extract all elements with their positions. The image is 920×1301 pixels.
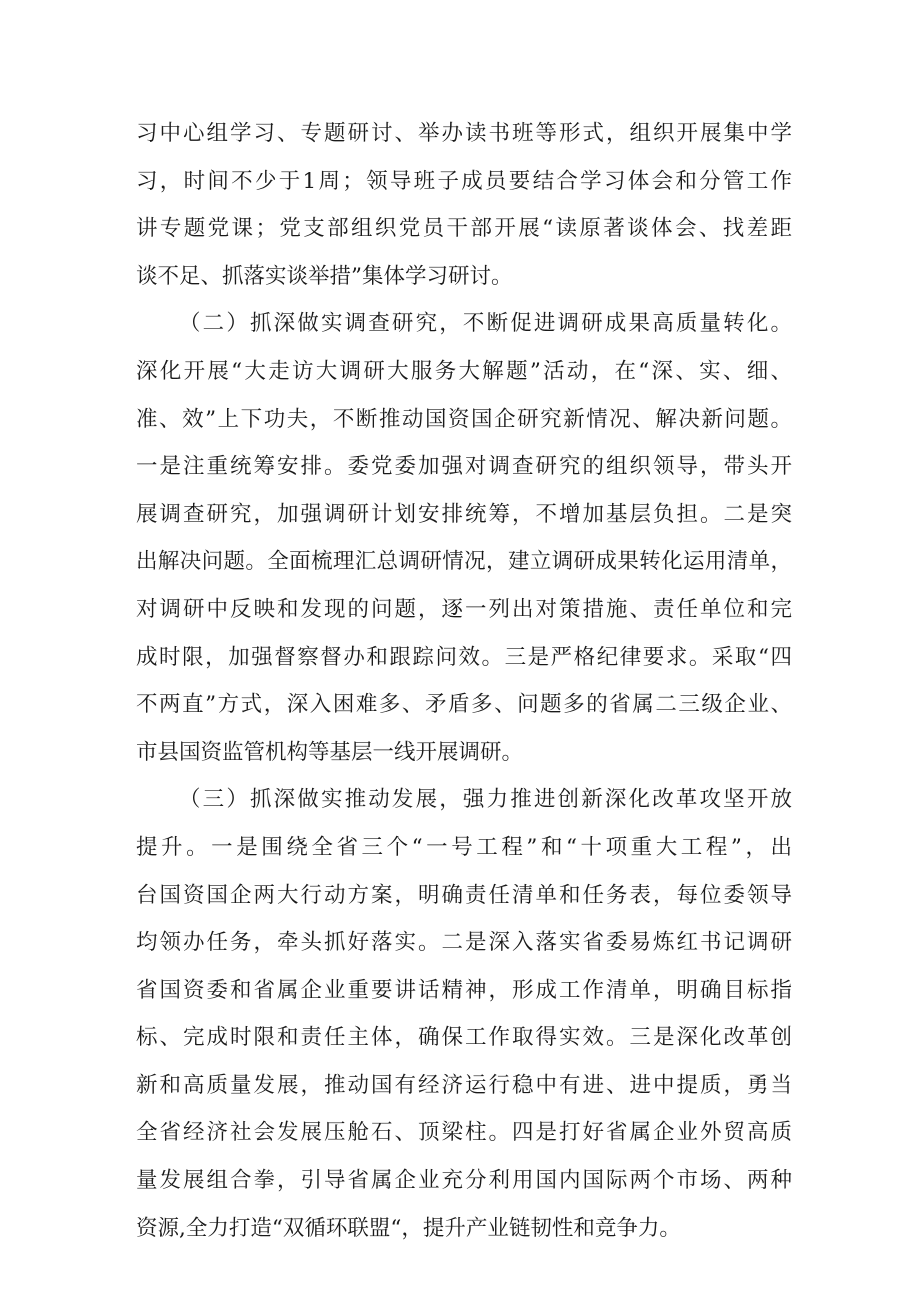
- text-line: 不两直”方式，深入困难多、矛盾多、问题多的省属二三级企业、: [136, 692, 792, 718]
- text-line: 展调查研究，加强调研计划安排统筹，不增加基层负担。二是突: [136, 501, 792, 527]
- text-line: 讲专题党课；党支部组织党员干部开展“读原著谈体会、找差距: [136, 216, 792, 242]
- text-line: 谈不足、抓落实谈举措”集体学习研讨。: [136, 263, 513, 289]
- text-line: 均领办任务，牵头抓好落实。二是深入落实省委易炼红书记调研: [136, 930, 792, 956]
- text-line: 省国资委和省属企业重要讲话精神，形成工作清单，明确目标指: [136, 977, 792, 1003]
- text-line: 全省经济社会发展压舱石、顶梁柱。四是打好省属企业外贸高质: [136, 1120, 792, 1146]
- text-line: 成时限，加强督察督办和跟踪问效。三是严格纪律要求。采取“四: [136, 644, 792, 670]
- body-text: [136, 110, 792, 1252]
- text-line: 习，时间不少于1周；领导班子成员要结合学习体会和分管工作: [136, 168, 792, 194]
- text-line: 标、完成时限和责任主体，确保工作取得实效。三是深化改革创: [136, 1025, 792, 1051]
- text-line: 习中心组学习、专题研讨、举办读书班等形式，组织开展集中学: [136, 121, 792, 146]
- text-line: 对调研中反映和发现的问题，逐一列出对策措施、责任单位和完: [136, 596, 792, 622]
- text-line: 提升。一是围绕全省三个“一号工程”和“十项重大工程”，出: [136, 834, 792, 860]
- text-line: 资源,全力打造“双循环联盟“，提升产业链韧性和竞争力。: [136, 1215, 681, 1241]
- text-line: 准、效”上下功夫，不断推动国资国企研究新情况、解决新问题。: [136, 406, 792, 432]
- text-line: 市县国资监管机构等基层一线开展调研。: [136, 739, 524, 765]
- text-line: 一是注重统筹安排。委党委加强对调查研究的组织领导，带头开: [136, 454, 792, 480]
- text-line: 量发展组合拳，引导省属企业充分利用国内国际两个市场、两种: [136, 1168, 792, 1194]
- text-line: 深化开展“大走访大调研大服务大解题”活动，在“深、实、细、: [136, 358, 792, 384]
- text-line: 台国资国企两大行动方案，明确责任清单和任务表，每位委领导: [136, 882, 792, 908]
- section-heading-line: （二）抓深做实调查研究，不断促进调研成果高质量转化。: [179, 311, 792, 337]
- section-heading-line: （三）抓深做实推动发展，强力推进创新深化改革攻坚开放: [179, 787, 792, 813]
- text-line: 新和高质量发展，推动国有经济运行稳中有进、进中提质，勇当: [136, 1072, 792, 1098]
- text-line: 出解决问题。全面梳理汇总调研情况，建立调研成果转化运用清单，: [136, 549, 792, 575]
